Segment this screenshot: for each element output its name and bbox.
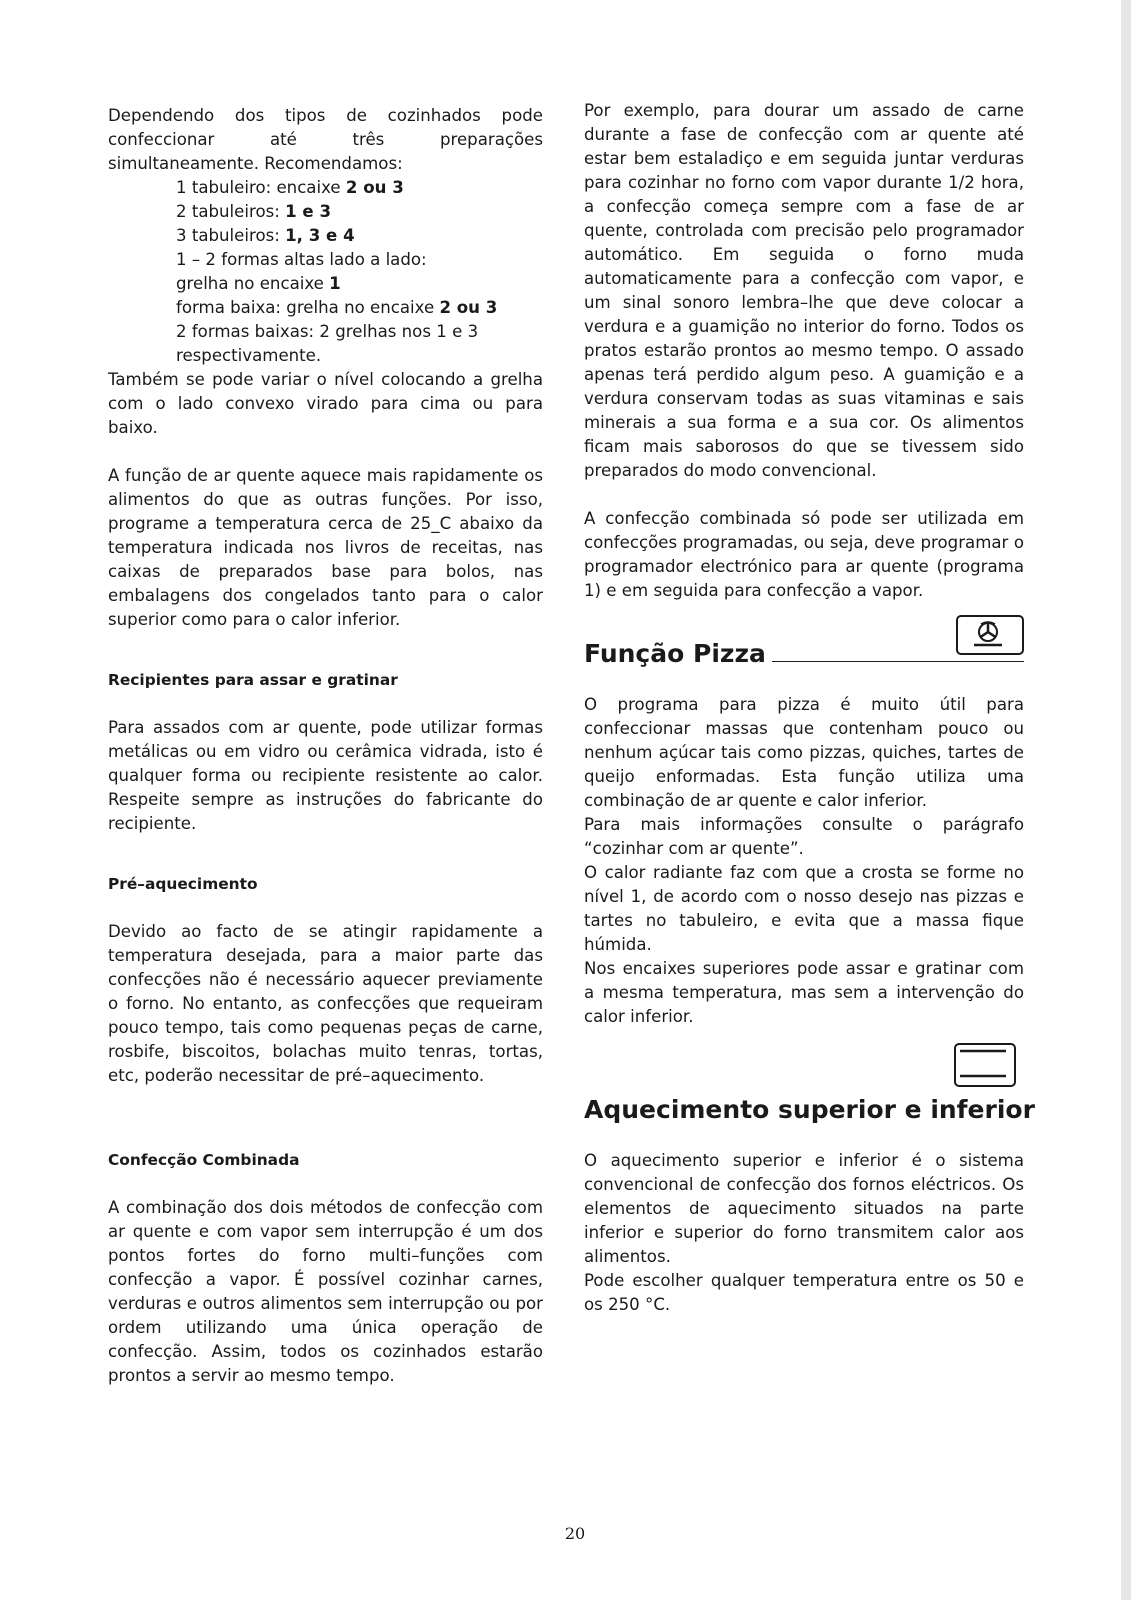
- combined-cooking-paragraph: A combinação dos dois métodos de confecção com ar quente e com vapor sem interrupção é um dos pontos fortes do forno multi–funções com confecção a vapor. É possível cozinhar carnes, verduras e outros alimentos sem interrupção ou por ordem utilizando uma única operação de confecção. Assim, todos os cozinhados estarão prontos a servir ao mesmo tempo.: [108, 1198, 543, 1385]
- intro-paragraph: Dependendo dos tipos de cozinhados pode confeccionar até três preparações simultaneamente. Recomendamos:: [108, 106, 543, 173]
- list-item: forma baixa: grelha no encaixe 2 ou 3: [176, 298, 498, 317]
- combined-programmed-paragraph: A confecção combinada só pode ser utilizada em confecções programadas, ou seja, deve programar o programador electrónico para ar quente (programa 1) e em seguida para confecção a vapor.: [584, 509, 1024, 600]
- list-item: 3 tabuleiros: 1, 3 e 4: [176, 226, 355, 245]
- list-item: 1 – 2 formas altas lado a lado:: [176, 250, 427, 269]
- list-item: 1 tabuleiro: encaixe 2 ou 3: [176, 178, 404, 197]
- list-item: grelha no encaixe 1: [176, 274, 341, 293]
- example-paragraph: Por exemplo, para dourar um assado de carne durante a fase de confecção com ar quente até estar bem estaladiço e em seguida juntar verduras para cozinhar no forno com vapor durante 1/2 hora, a confecção começa sempre com a fase de ar quente, controlada com precisão pelo programador automático. Em seguida o forno muda automaticamente para a confecção com vapor, e um sinal sonoro lembra–lhe que deve colocar a verdura e a guamição no interior do forno. Todos os pratos estarão prontos ao mesmo tempo. O assado apenas terá perdido algum peso. A guamição e a verdura conservam todas as suas vitaminas e sais minerais a sua forma e a sua cor. Os alimentos ficam mais saborosos do que se tivessem sido preparados do modo convencional.: [584, 101, 1024, 480]
- top-bottom-icon-row: [584, 1029, 1024, 1091]
- containers-heading: Recipientes para assar e gratinar: [108, 671, 398, 689]
- combined-cooking-heading: Confecção Combinada: [108, 1151, 300, 1169]
- pizza-section-header: [584, 615, 1024, 669]
- shelf-recommendation-list: [108, 176, 543, 368]
- preheating-heading: Pré–aquecimento: [108, 875, 258, 893]
- pizza-heading: Função Pizza: [584, 639, 766, 668]
- list-item: 2 formas baixas: 2 grelhas nos 1 e 3 respectivamente.: [176, 322, 479, 365]
- pizza-paragraph-2: Para mais informações consulte o parágrafo “cozinhar com ar quente”.: [584, 815, 1024, 858]
- top-bottom-paragraph-1: O aquecimento superior e inferior é o sistema convencional de confecção dos fornos eléctricos. Os elementos de aquecimento situados na parte inferior e superior do forno transmitem calor aos alimentos.: [584, 1151, 1024, 1266]
- list-item: 2 tabuleiros: 1 e 3: [176, 202, 332, 221]
- pizza-paragraph-1: O programa para pizza é muito útil para confeccionar massas que contenham pouco ou nenhum açúcar tais como pizzas, quiches, tartes de queijo enformadas. Esta função utiliza uma combinação de ar quente e calor inferior.: [584, 695, 1024, 810]
- heading-rule: [772, 661, 1024, 662]
- page-edge-shadow: [1121, 0, 1131, 1600]
- pizza-fan-symbol-icon: [956, 615, 1024, 655]
- top-bottom-heating-heading: Aquecimento superior e inferior: [584, 1095, 1035, 1124]
- level-paragraph: Também se pode variar o nível colocando a grelha com o lado convexo virado para cima ou para baixo.: [108, 370, 543, 437]
- left-column: [108, 104, 543, 1388]
- page-number: 20: [564, 1524, 586, 1543]
- preheating-paragraph: Devido ao facto de se atingir rapidamente a temperatura desejada, para a maior parte das confecções não é necessário aquecer previamente o forno. No entanto, as confecções que requeiram pouco tempo, tais como pequenas peças de carne, rosbife, biscoitos, bolachas muito tenras, tortas, etc, poderão necessitar de pré–aquecimento.: [108, 922, 543, 1085]
- pizza-paragraph-4: Nos encaixes superiores pode assar e gratinar com a mesma temperatura, mas sem a intervenção do calor inferior.: [584, 959, 1024, 1026]
- top-bottom-heat-symbol-icon: [954, 1043, 1016, 1087]
- pizza-paragraph-3: O calor radiante faz com que a crosta se forme no nível 1, de acordo com o nosso desejo nas pizzas e tartes no tabuleiro, e evita que a massa fique húmida.: [584, 863, 1024, 954]
- right-column: [584, 99, 1035, 1317]
- top-bottom-paragraph-2: Pode escolher qualquer temperatura entre os 50 e os 250 °C.: [584, 1271, 1024, 1314]
- containers-paragraph: Para assados com ar quente, pode utilizar formas metálicas ou em vidro ou cerâmica vidrada, isto é qualquer forma ou recipiente resistente ao calor. Respeite sempre as instruções do fabricante do recipiente.: [108, 718, 543, 833]
- hot-air-paragraph: A função de ar quente aquece mais rapidamente os alimentos do que as outras funções. Por isso, programe a temperatura cerca de 25_C abaixo da temperatura indicada nos livros de receitas, nas caixas de preparados base para bolos, nas embalagens dos congelados tanto para o calor superior como para o calor inferior.: [108, 466, 543, 629]
